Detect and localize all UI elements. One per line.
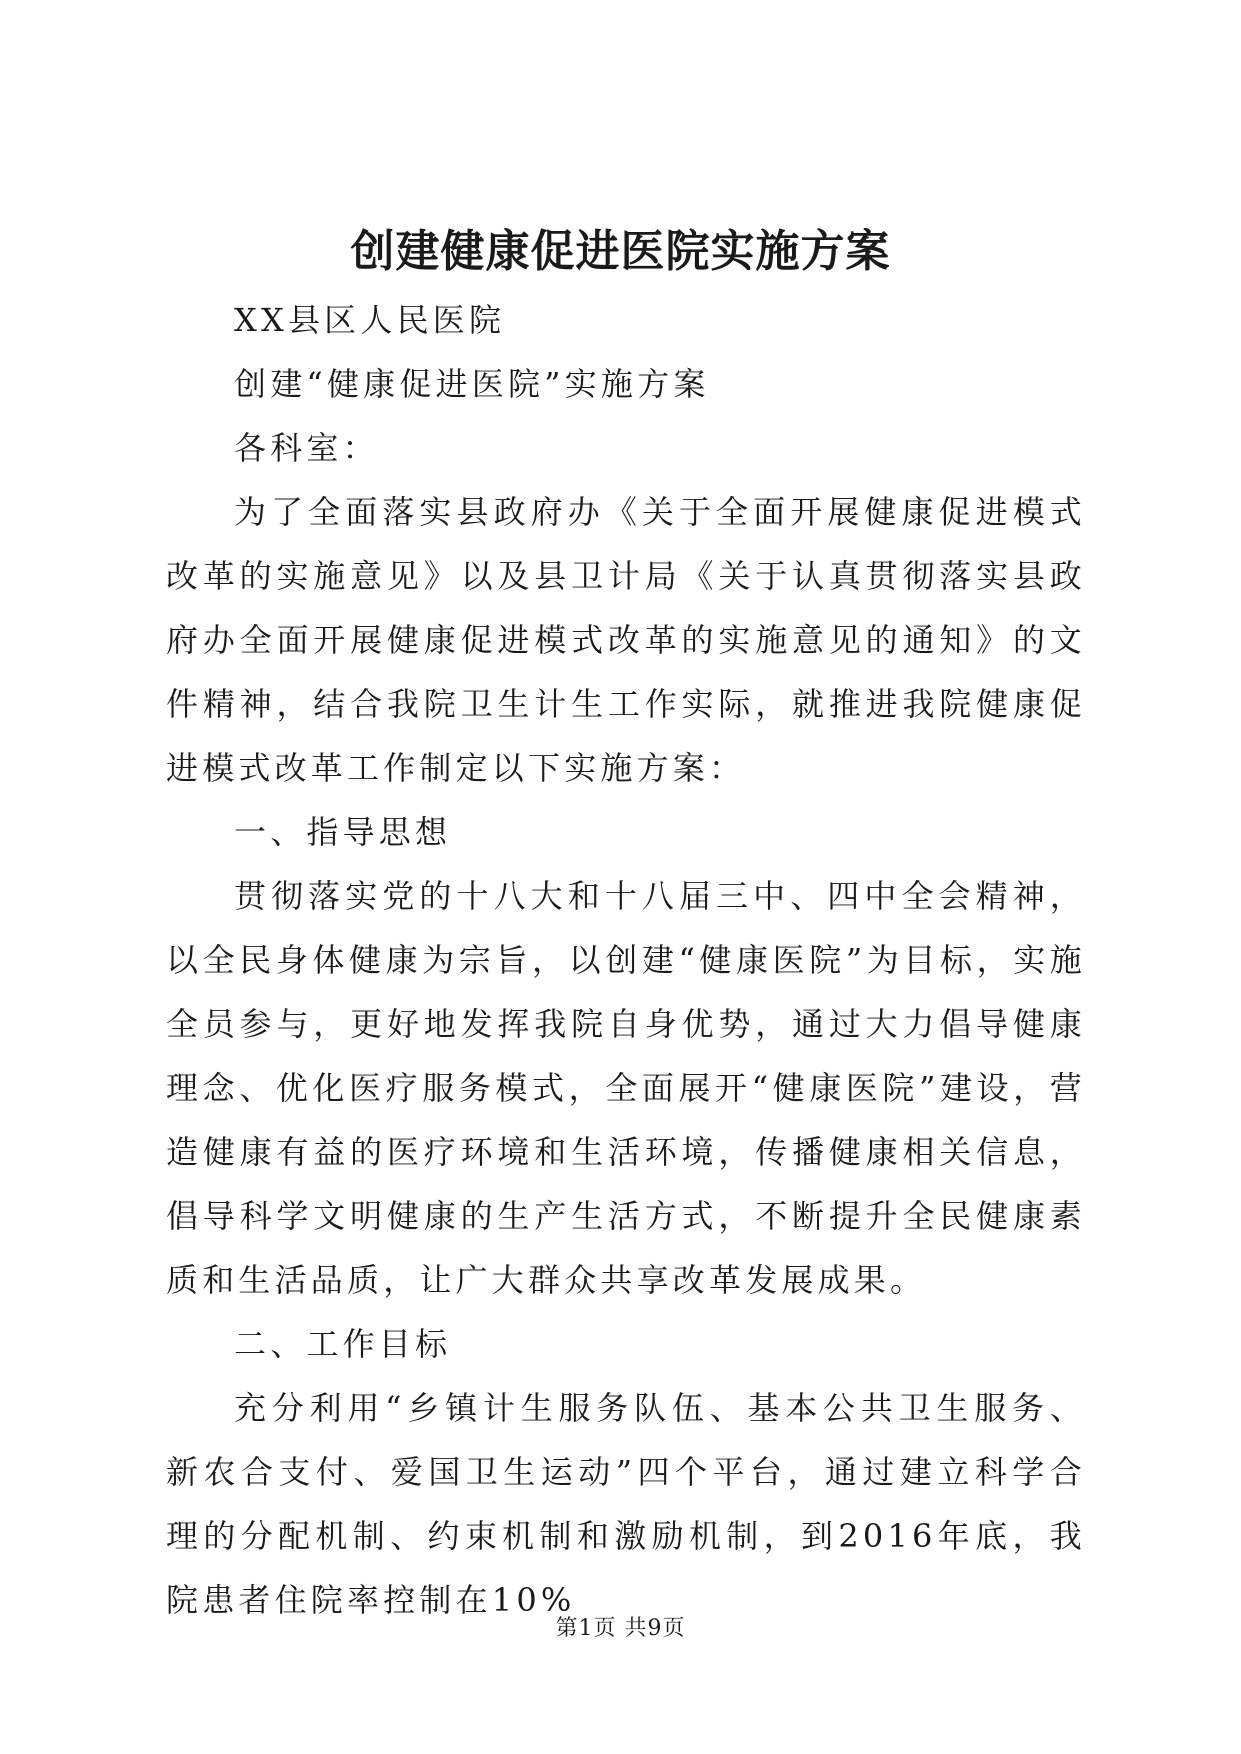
paragraph-plan-name: 创建“健康促进医院”实施方案: [234, 365, 710, 403]
page-number-footer: 第1页 共9页: [555, 1616, 686, 1641]
section-heading-work-goals: 二、工作目标: [234, 1325, 452, 1363]
paragraph-work-goals: 充分利用“乡镇计生服务队伍、基本公共卫生服务、新农合支付、爱国卫生运动”四个平台，通过建立科学合理的分配机制、约束机制和激励机制，到2016年底，我院患者住院率控制在10%: [166, 1389, 1086, 1619]
section-heading-guiding-ideology: 一、指导思想: [234, 813, 452, 851]
paragraph-salutation: 各科室：: [234, 429, 379, 467]
paragraph-guiding-ideology: 贯彻落实党的十八大和十八届三中、四中全会精神，以全民身体健康为宗旨，以创建“健康医院”为目标，实施全员参与，更好地发挥我院自身优势，通过大力倡导健康理念、优化医疗服务模式，全面展开“健康医院”建设，营造健康有益的医疗环境和生活环境，传播健康相关信息，倡导科学文明健康的生产生活方式，不断提升全民健康素质和生活品质，让广大群众共享改革发展成果。: [166, 877, 1086, 1299]
document-title: 创建健康促进医院实施方案: [350, 226, 891, 277]
paragraph-intro: 为了全面落实县政府办《关于全面开展健康促进模式改革的实施意见》以及县卫计局《关于认真贯彻落实县政府办全面开展健康促进模式改革的实施意见的通知》的文件精神，结合我院卫生计生工作实际，就推进我院健康促进模式改革工作制定以下实施方案：: [166, 493, 1086, 787]
document-body: [166, 288, 1086, 1632]
paragraph-hospital-name: XX县区人民医院: [234, 301, 506, 339]
